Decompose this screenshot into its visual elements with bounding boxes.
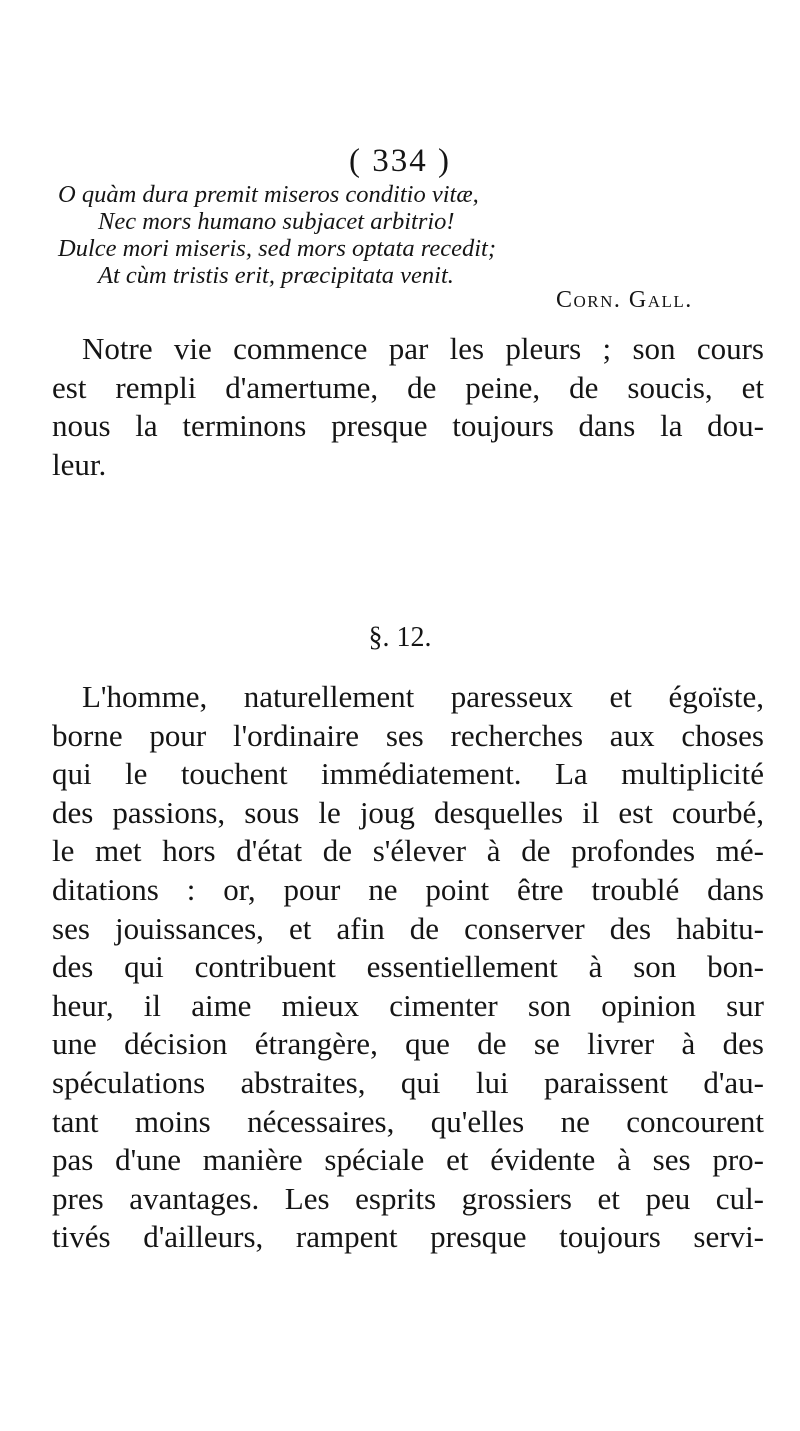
text-line: pas d'une manière spéciale et évidente à ses pro- [52,1142,764,1178]
text-line: heur, il aime mieux cimenter son opinion sur [52,987,764,1023]
text-line: qui le touchent immédiatement. La multiplicité [52,756,764,792]
text-line: pres avantages. Les esprits grossiers et peu cul- [52,1180,764,1216]
text-line: des passions, sous le joug desquelles il est courbé, [52,794,764,830]
text-line: est rempli d'amertume, de peine, de soucis, et [52,369,764,405]
paragraph-1 [52,330,764,484]
text-line: des qui contribuent essentiellement à son bon- [52,949,764,985]
text-line: tant moins nécessaires, qu'elles ne concourent [52,1103,764,1139]
text-line: L'homme, naturellement paresseux et égoïste, [82,679,764,714]
epigraph-line: Dulce mori miseris, sed mors optata recedit; [58,235,496,262]
section-heading: §. 12. [368,622,432,653]
epigraph-line: At cùm tristis erit, præcipitata venit. [98,262,454,289]
text-line: nous la terminons presque toujours dans la dou- [52,408,764,444]
text-line: le met hors d'état de s'élever à de profondes mé- [52,833,764,869]
text-line: ditations : or, pour ne point être troublé dans [52,871,764,907]
text-line: spéculations abstraites, qui lui paraissent d'au- [52,1064,764,1100]
text-line: leur. [52,446,107,482]
text-line: borne pour l'ordinaire ses recherches aux choses [52,717,764,753]
text-line: Notre vie commence par les pleurs ; son cours [82,331,764,366]
paragraph-2 [52,678,764,1257]
epigraph-line: O quàm dura premit miseros conditio vitæ, [58,181,479,208]
epigraph-line: Nec mors humano subjacet arbitrio! [98,208,455,235]
text-line: une décision étrangère, que de se livrer à des [52,1026,764,1062]
text-line: ses jouissances, et afin de conserver des habitu- [52,910,764,946]
epigraph-attribution: Corn. Gall. [556,287,693,313]
text-line: tivés d'ailleurs, rampent presque toujours servi- [52,1219,764,1255]
page-number: ( 334 ) [349,143,451,179]
latin-epigraph [58,181,758,289]
